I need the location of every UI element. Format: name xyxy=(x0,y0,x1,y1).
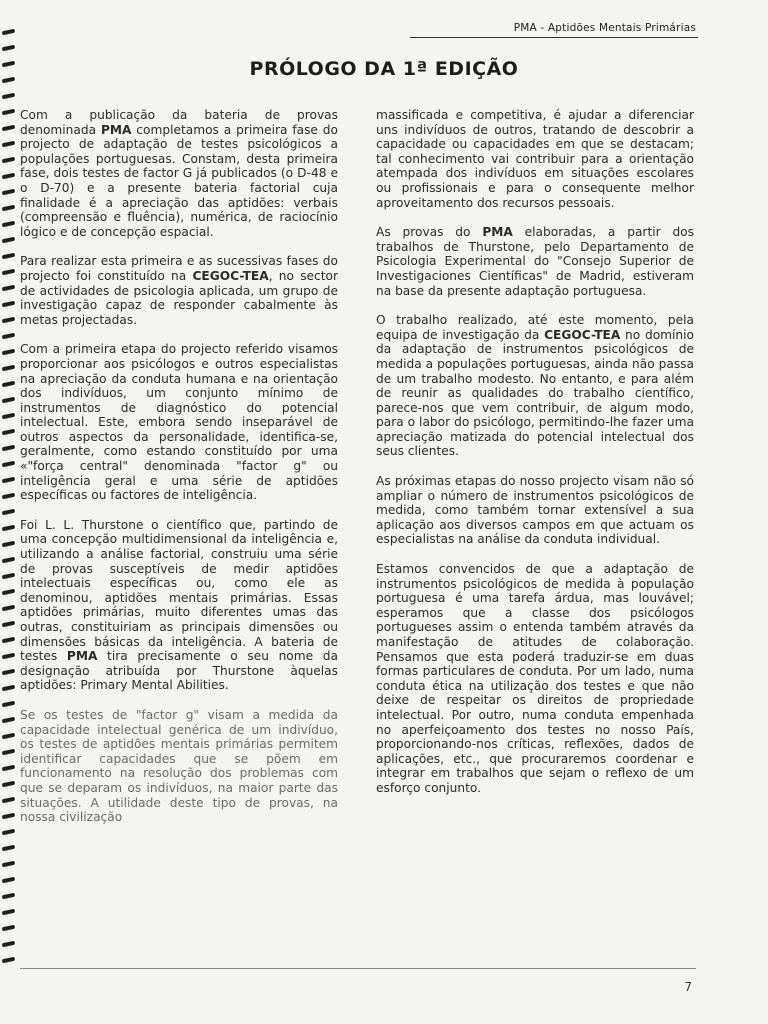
binding-coil xyxy=(2,317,16,324)
binding-coil xyxy=(2,749,16,756)
binding-coil xyxy=(2,173,16,180)
binding-coil xyxy=(2,701,16,708)
binding-coil xyxy=(2,605,16,612)
paragraph: Se os testes de "factor g" visam a medida da capacidade intelectual genérica de um indivíduo, os testes de aptidões mentais primárias permitem identificar capacidades que se põem em funcionamento na resolução dos problemas com que se deparam os indivíduos, na maior parte das situações. A utilidade deste tipo de provas, na nossa civilização xyxy=(20,707,338,825)
paragraph: Com a publicação da bateria de provas denominada PMA completamos a primeira fase do projecto de adaptação de testes psicológicos a populações portuguesas. Constam, desta primeira fase, dois testes de factor G já publicados (o D-48 e o D-70) e a presente bateria factorial cuja finalidade é a apreciação das aptidões: verbais (compreensão e fluência), numérica, de raciocínio lógico e de concepção espacial. xyxy=(20,108,338,239)
paragraph: As próximas etapas do nosso projecto visam não só ampliar o número de instrumentos psicológicos de medida, como também tornar extensível a sua aplicação aos diversos campos em que actuam os especialistas na análise da conduta individual. xyxy=(376,474,694,547)
paragraph: O trabalho realizado, até este momento, pela equipa de investigação da CEGOC-TEA no domínio da adaptação de instrumentos psicológicos de medida a populações portuguesas, ainda não passa de um trabalho modesto. No entanto, e para além de reunir as qualidades do trabalho científico, parece-nos que vem contribuir, de algum modo, para o labor do psicólogo, permitindo-lhe fazer uma apreciação matizada do potencial intelectual dos seus clientes. xyxy=(376,313,694,459)
binding-coil xyxy=(2,253,16,260)
binding-coil xyxy=(2,29,16,36)
binding-coil xyxy=(2,877,16,884)
paragraph: Para realizar esta primeira e as sucessivas fases do projecto foi constituído na CEGOC-TEA, no sector de actividades de psicologia aplicada, um grupo de investigação capaz de responder cabalmente às metas projectadas. xyxy=(20,254,338,327)
binding-coil xyxy=(2,509,16,516)
left-column xyxy=(20,108,338,840)
binding-coil xyxy=(2,461,16,468)
binding-coil xyxy=(2,925,16,932)
binding-coil xyxy=(2,829,16,836)
binding-coil xyxy=(2,861,16,868)
binding-coil xyxy=(2,397,16,404)
page-number: 7 xyxy=(684,980,692,994)
binding-coil xyxy=(2,493,16,500)
paragraph: Estamos convencidos de que a adaptação de instrumentos psicológicos de medida à população portuguesa é uma tarefa árdua, mas louvável; esperamos que a classe dos psicólogos portugueses assim o entenda também através da manifestação de atitudes de colaboração. Pensamos que esta poderá traduzir-se em duas formas particulares de conduta. Por um lado, numa conduta ética na utilização dos testes e que não deixe de respeitar os direitos de propriedade intelectual. Por outro, numa conduta empenhada no aperfeiçoamento dos testes no nosso País, proporcionando-nos críticas, reflexões, dados de aplicações, etc., que procuraremos coordenar e integrar em trabalhos que sejam o reflexo de um esforço conjunto. xyxy=(376,562,694,795)
binding-coil xyxy=(2,717,16,724)
binding-coil xyxy=(2,893,16,900)
binding-coil xyxy=(2,125,16,132)
paragraph: Foi L. L. Thurstone o científico que, partindo de uma concepção multidimensional da inteligência e, utilizando a análise factorial, construiu uma série de provas susceptíveis de medir aptidões intelectuais específicas ou, como ele as denominou, aptidões mentais primárias. Essas aptidões primárias, muito diferentes umas das outras, constituiriam as principais dimensões ou dimensões básicas da inteligência. A bateria de testes PMA tira precisamente o seu nome da designação atribuída por Thurstone àquelas aptidões: Primary Mental Abilities. xyxy=(20,517,338,693)
binding-coil xyxy=(2,445,16,452)
paragraph: As provas do PMA elaboradas, a partir dos trabalhos de Thurstone, pelo Departamento de Psicologia Experimental do "Consejo Superior de Investigaciones Científicas" de Madrid, estiveram na base da presente adaptação portuguesa. xyxy=(376,225,694,298)
binding-coil xyxy=(2,189,16,196)
binding-coil xyxy=(2,813,16,820)
binding-coil xyxy=(2,797,16,804)
right-column xyxy=(376,108,694,811)
binding-coil xyxy=(2,109,16,116)
binding-coil xyxy=(2,413,16,420)
binding-coil xyxy=(2,269,16,276)
page-title: PRÓLOGO DA 1ª EDIÇÃO xyxy=(249,58,519,80)
binding-coil xyxy=(2,621,16,628)
spiral-binding xyxy=(0,30,16,980)
binding-coil xyxy=(2,237,16,244)
binding-coil xyxy=(2,941,16,948)
binding-coil xyxy=(2,301,16,308)
binding-coil xyxy=(2,525,16,532)
binding-coil xyxy=(2,909,16,916)
binding-coil xyxy=(2,45,16,52)
binding-coil xyxy=(2,685,16,692)
header-rule xyxy=(410,37,698,38)
binding-coil xyxy=(2,141,16,148)
binding-coil xyxy=(2,669,16,676)
binding-coil xyxy=(2,765,16,772)
paragraph: Com a primeira etapa do projecto referido visamos proporcionar aos psicólogos e outros especialistas na apreciação da conduta humana e na orientação dos indivíduos, um conjunto mínimo de instrumentos de diagnóstico do potencial intelectual. Este, embora sendo inseparável de outros aspectos da personalidade, identifica-se, geralmente, como estando constituído por uma «"força central" denominada "factor g" ou inteligência geral e uma série de aptidões específicas ou factores de inteligência. xyxy=(20,342,338,503)
running-header: PMA - Aptidões Mentais Primárias xyxy=(513,22,696,34)
binding-coil xyxy=(2,589,16,596)
binding-coil xyxy=(2,333,16,340)
binding-coil xyxy=(2,653,16,660)
binding-coil xyxy=(2,349,16,356)
binding-coil xyxy=(2,573,16,580)
binding-coil xyxy=(2,557,16,564)
binding-coil xyxy=(2,285,16,292)
binding-coil xyxy=(2,541,16,548)
binding-coil xyxy=(2,781,16,788)
binding-coil xyxy=(2,365,16,372)
footer-rule xyxy=(20,968,696,969)
paragraph: massificada e competitiva, é ajudar a diferenciar uns indivíduos de outros, tratando de descobrir a capacidade ou capacidades em que se destacam; tal conhecimento vai contribuir para a orientação atempada dos indivíduos em situações escolares ou profissionais e para o consequente melhor aproveitamento dos recursos pessoais. xyxy=(376,108,694,210)
binding-coil xyxy=(2,93,16,100)
binding-coil xyxy=(2,957,16,964)
binding-coil xyxy=(2,429,16,436)
binding-coil xyxy=(2,381,16,388)
binding-coil xyxy=(2,733,16,740)
binding-coil xyxy=(2,221,16,228)
binding-coil xyxy=(2,637,16,644)
binding-coil xyxy=(2,845,16,852)
binding-coil xyxy=(2,157,16,164)
binding-coil xyxy=(2,477,16,484)
binding-coil xyxy=(2,205,16,212)
